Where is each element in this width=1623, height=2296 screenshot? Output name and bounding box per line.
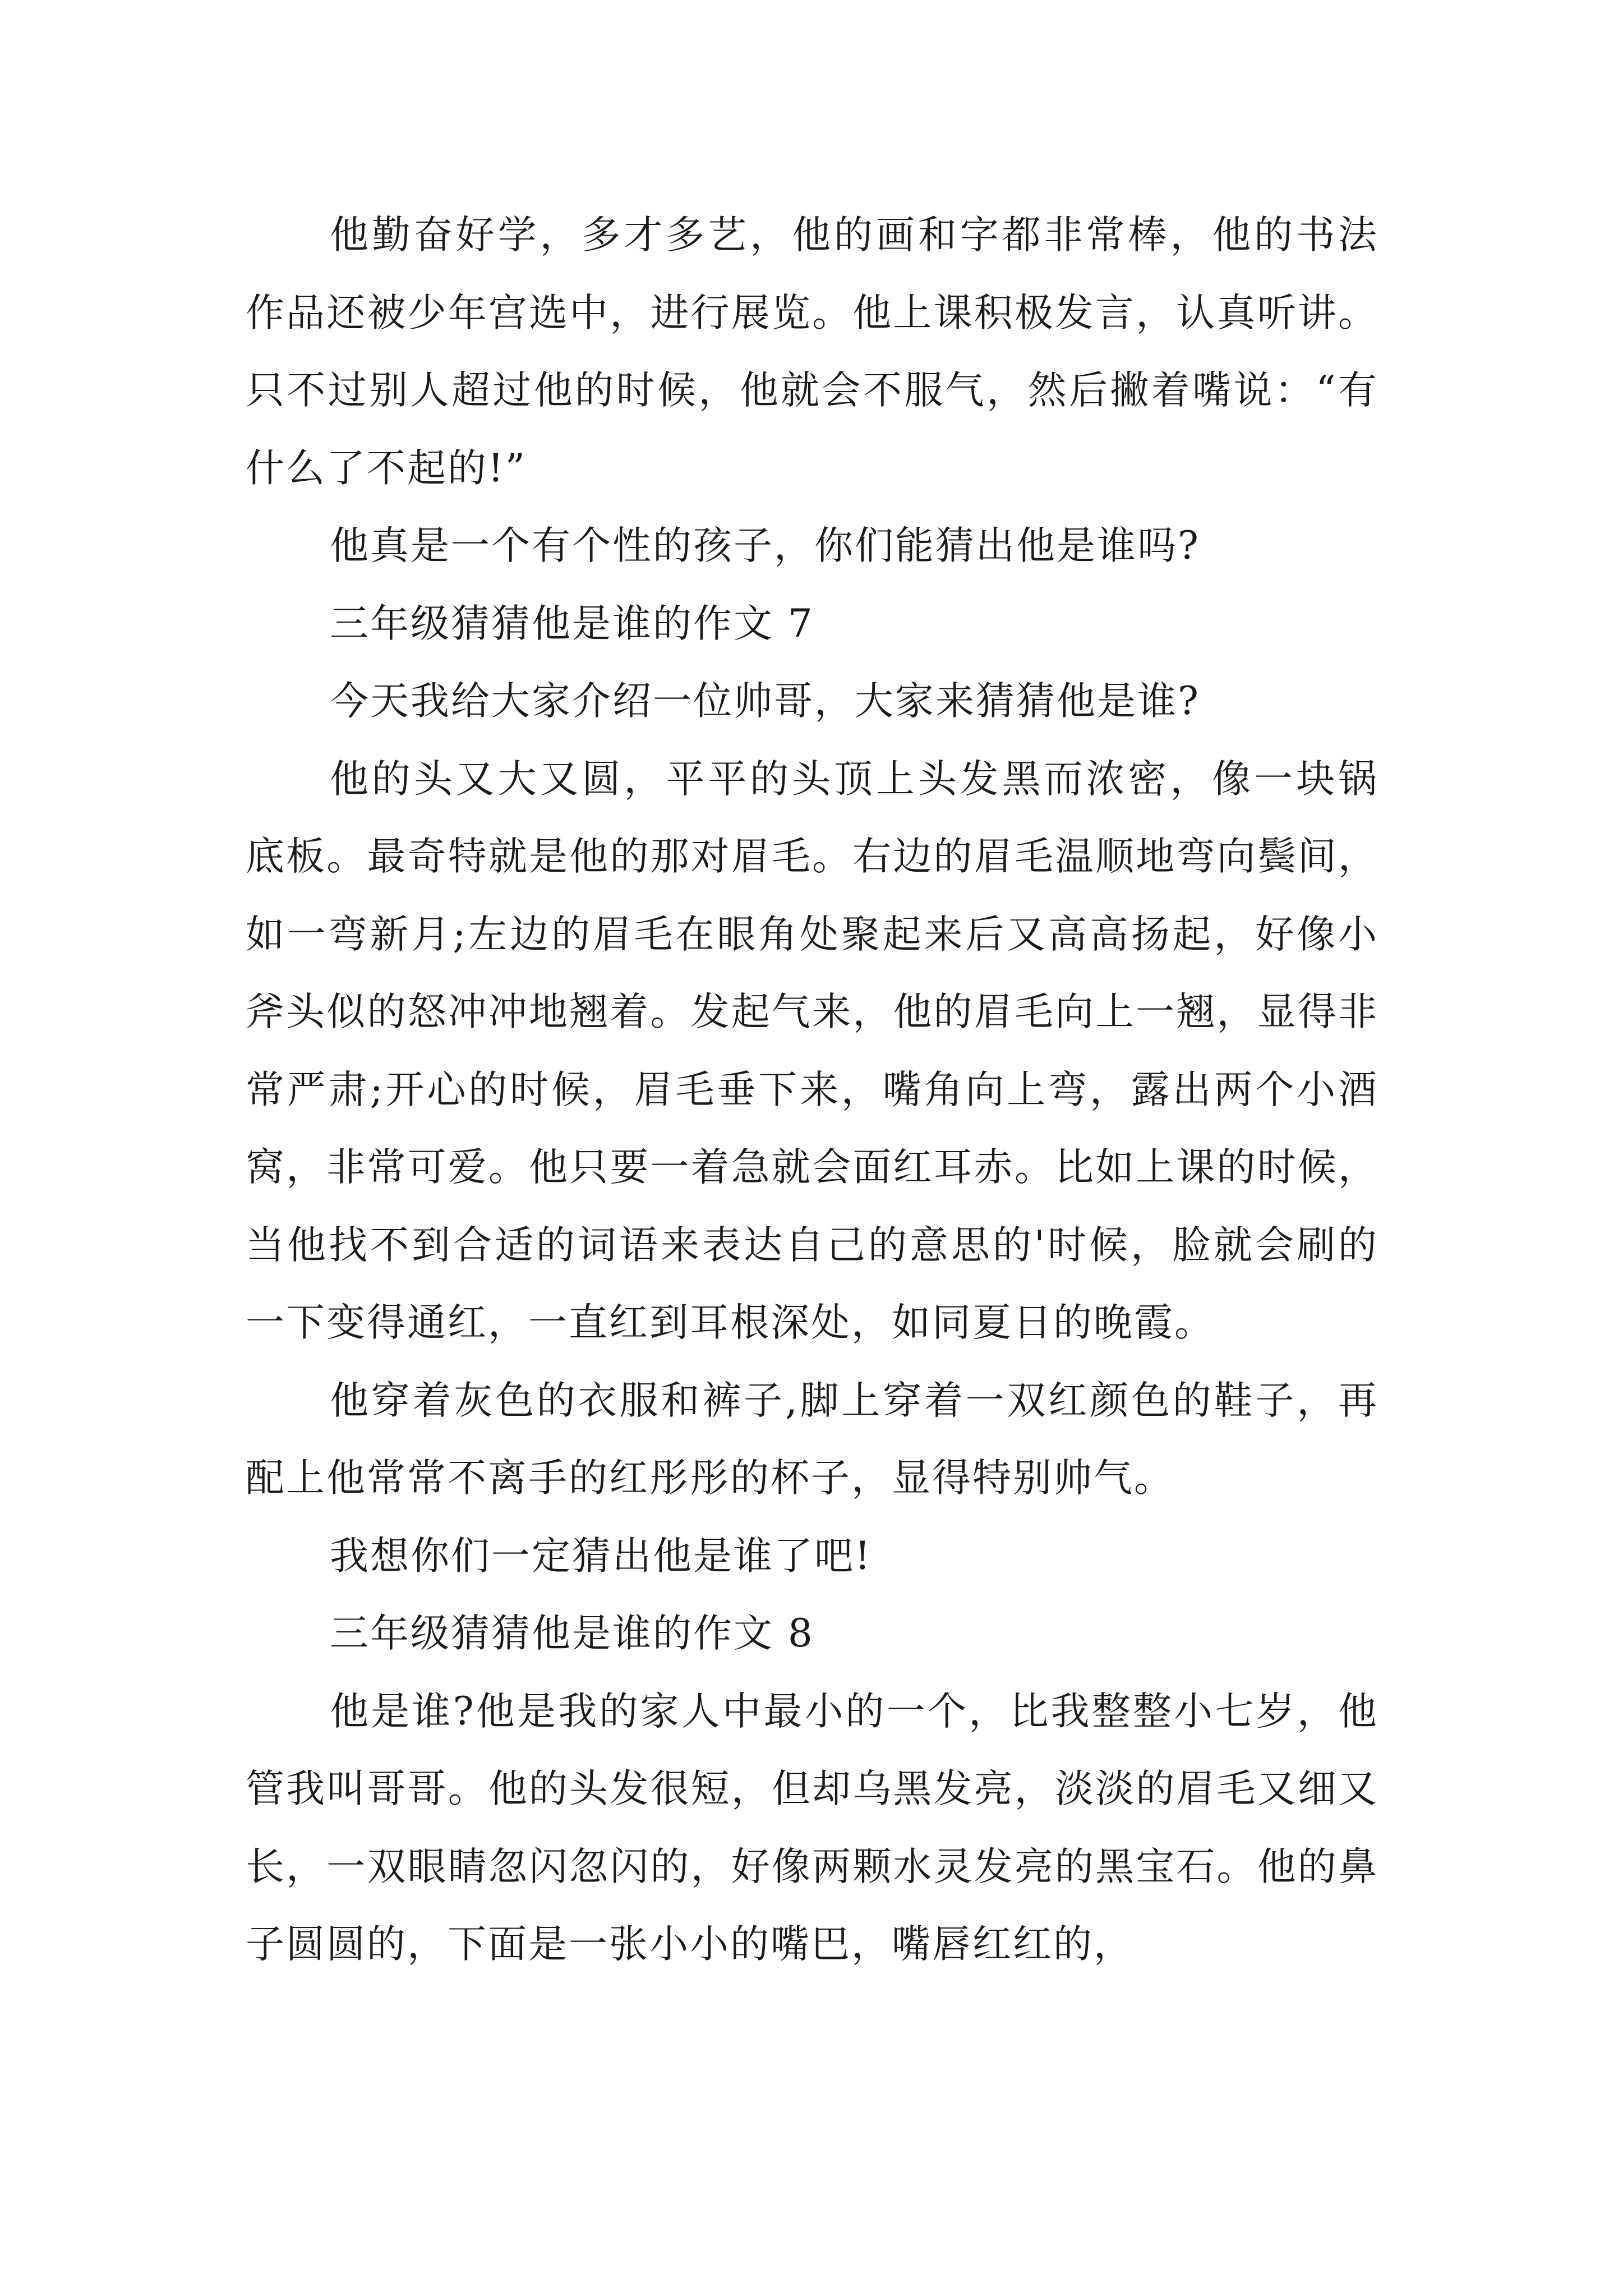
paragraph-clothing: 他穿着灰色的衣服和裤子,脚上穿着一双红颜色的鞋子，再配上他常常不离手的红彤彤的杯子，显得特别帅气。 <box>246 1378 1378 1501</box>
document-body <box>246 196 1378 1984</box>
paragraph-youngest: 他是谁?他是我的家人中最小的一个，比我整整小七岁，他管我叫哥哥。他的头发很短，但却乌黑发亮，淡淡的眉毛又细又长，一双眼睛忽闪忽闪的，好像两颗水灵发亮的黑宝石。他的鼻子圆圆的，下面是一张小小的嘴巴，嘴唇红红的， <box>246 1688 1378 1967</box>
paragraph-intro-handsome: 今天我给大家介绍一位帅哥，大家来猜猜他是谁? <box>330 679 1200 724</box>
essay-heading-8: 三年级猜猜他是谁的作文 8 <box>330 1611 814 1656</box>
paragraph-guess-question: 他真是一个有个性的孩子，你们能猜出他是谁吗? <box>330 523 1200 568</box>
paragraph-closing: 我想你们一定猜出他是谁了吧! <box>330 1533 872 1579</box>
paragraph-intro-talents: 他勤奋好学，多才多艺，他的画和字都非常棒，他的书法作品还被少年宫选中，进行展览。他上课积极发言，认真听讲。只不过别人超过他的时候，他就会不服气，然后撇着嘴说：“有什么了不起的!” <box>246 213 1378 491</box>
essay-heading-7: 三年级猜猜他是谁的作文 7 <box>330 601 814 646</box>
paragraph-appearance: 他的头又大又圆，平平的头顶上头发黑而浓密，像一块锅底板。最奇特就是他的那对眉毛。右边的眉毛温顺地弯向鬓间，如一弯新月;左边的眉毛在眼角处聚起来后又高高扬起，好像小斧头似的怒冲冲地翘着。发起气来，他的眉毛向上一翘，显得非常严肃;开心的时候，眉毛垂下来，嘴角向上弯，露出两个小酒窝，非常可爱。他只要一着急就会面红耳赤。比如上课的时候，当他找不到合适的词语来表达自己的意思的'时候，脸就会刷的一下变得通红，一直红到耳根深处，如同夏日的晚霞。 <box>246 756 1378 1345</box>
